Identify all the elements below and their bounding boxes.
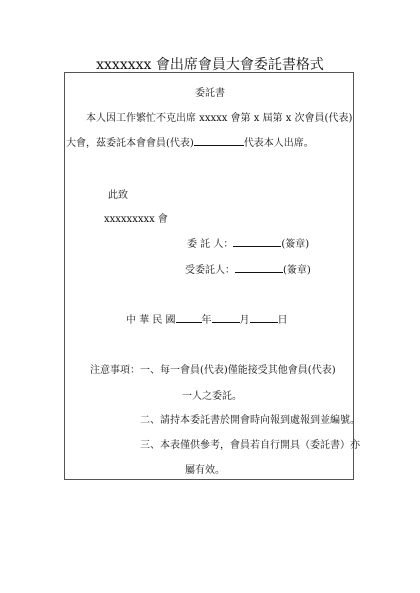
agent-signature-blank: [235, 263, 283, 273]
date-day-label: 日: [277, 315, 288, 326]
principal-signature-blank: [233, 237, 281, 247]
agent-label: 受委託人：: [185, 265, 235, 276]
addressee-greeting: 此致: [108, 190, 128, 201]
note-3-line-1: 三、本表僅供參考，會員若自行開具（委託書）亦: [140, 440, 360, 451]
form-heading: 委託書: [195, 88, 225, 99]
agent-seal: (簽章): [283, 265, 311, 276]
agent-signature-line: [185, 261, 311, 276]
principal-seal: (簽章): [281, 239, 310, 250]
day-blank: [250, 313, 278, 323]
principal-label: 委 託 人：: [187, 239, 234, 250]
principal-signature-line: [187, 235, 309, 250]
note-1-line-1: 一、每一會員(代表)僅能接受其他會員(代表): [140, 365, 336, 376]
date-line: [126, 311, 288, 326]
note-2: 二、請持本委託書於開會時向報到處報到並編號。: [140, 415, 360, 426]
date-year-label: 年: [201, 315, 212, 326]
date-prefix: 中 華 民 國: [126, 315, 176, 326]
statement-line-1: 本人因工作繁忙不克出席 xxxxx 會第 x 屆第 x 次會員(代表): [86, 113, 353, 124]
statement-line-2-prefix: 大會，茲委託本會會員(代表): [66, 138, 194, 149]
statement-line-2: [66, 134, 314, 149]
note-3-line-2: 屬有效。: [185, 465, 225, 476]
notes-label: 注意事項：: [90, 365, 140, 376]
date-month-label: 月: [239, 315, 250, 326]
year-blank: [176, 313, 202, 323]
statement-line-2-suffix: 代表本人出席。: [243, 138, 314, 149]
addressee-org: xxxxxxxxx 會: [104, 214, 168, 225]
document-title: xxxxxxx 會出席會員大會委託書格式: [96, 57, 324, 73]
agent-name-blank: [194, 136, 244, 146]
month-blank: [212, 313, 240, 323]
note-1-line-2: 一人之委託。: [182, 391, 242, 402]
